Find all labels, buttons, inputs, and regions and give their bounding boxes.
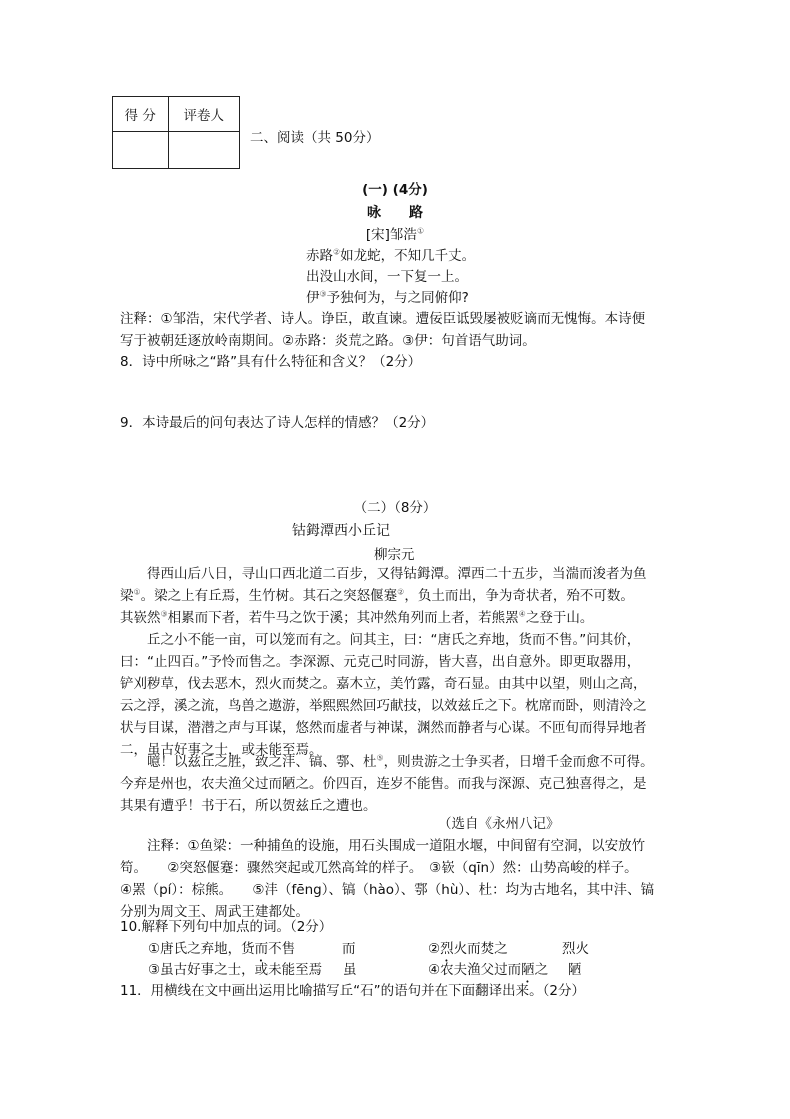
q10-item [148, 958, 322, 978]
paragraph-line [120, 772, 647, 792]
paragraph-line [120, 794, 377, 814]
poem-line [306, 286, 469, 306]
score-label: 得 分 [113, 97, 169, 132]
grader-label: 评卷人 [168, 97, 239, 132]
q10-dotted-word: 烈 [440, 941, 454, 957]
note-line: 笱。 ②突怒偃蹇：骤然突起或兀然高耸的样子。 ③嵚（qīn）然：山势高峻的样子。 [120, 860, 638, 876]
poem-line-text: 出没山水间，一下复一上。 [306, 269, 468, 285]
paragraph-line [120, 750, 654, 770]
poem-line-text: 伊 [306, 290, 320, 306]
q10-num: ③ [148, 962, 161, 978]
paragraph-line [120, 606, 593, 626]
note-mark: ③ [160, 609, 168, 619]
essay-source: （选自《永州八记》 [438, 816, 560, 832]
note-line: ④罴（pí）：棕熊。 ⑤沣（fēng）、镐（hào）、鄠（hù）、杜：均为古地名，其中沣、镐 [120, 882, 655, 898]
q10-word: 陋 [568, 962, 582, 978]
note-mark: ② [397, 587, 405, 597]
q10-word: 虽 [343, 962, 357, 978]
q10-num: ② [428, 941, 441, 957]
q10-num: ① [148, 941, 161, 957]
note-mark: ② [333, 247, 341, 257]
q10-dotted-word: 陋 [521, 962, 535, 978]
essay-title: 钴鉧潭西小丘记 [292, 523, 390, 539]
score-table [112, 96, 240, 169]
q10-dotted-word: 而 [254, 941, 269, 957]
note-mark: ④ [518, 609, 526, 619]
poem-note-line-2: 写于被朝廷逐放岭南期间。②赤路：炎荒之路。③伊：句首语气助词。 [120, 333, 536, 349]
paragraph-line [120, 584, 634, 604]
poem-line-text: 如龙蛇，不知几千丈。 [340, 248, 476, 264]
q10-num: ④ [428, 962, 441, 978]
paragraph-line [120, 562, 647, 582]
text-segment: 得西山后八日，寻山口西北道二百步，又得钴鉧潭。潭西二十五步，当湍而浚者为鱼 [120, 566, 647, 582]
paragraph-line: 丘之小不能一亩，可以笼而有之。问其主，曰：“唐氏之弃地，货而不售。”问其价， [120, 632, 641, 648]
grader-cell[interactable] [168, 132, 239, 169]
note-line: 注释：①鱼梁：一种捕鱼的设施，用石头围成一道阻水堰，中间留有空洞，以安放竹 [120, 838, 646, 854]
q10-text: 之 [534, 962, 549, 978]
text-segment: 其果有遭乎！书于石，所以贺兹丘之遭也。 [120, 798, 377, 814]
text-segment: 。梁之上有丘焉，生竹树。其石之突怒偃蹇 [140, 588, 398, 604]
note-mark: ③ [319, 289, 327, 299]
poem-author: [宋]邹浩① [365, 226, 425, 243]
poem-line-text: 予独何为，与之同俯仰? [326, 290, 469, 306]
poem-line-text: 赤路 [306, 248, 333, 264]
paragraph-line: 曰：“止四百。”予怜而售之。李深源、元克己时同游，皆大喜，出自意外。即更取器用， [120, 654, 641, 670]
paragraph-line: 二，虽古好事之士，或未能至焉。 [120, 742, 323, 758]
text-segment: 之登于山。 [525, 610, 594, 626]
q10-text: 火而焚之 [453, 941, 508, 957]
poem-title: 咏 路 [367, 205, 423, 221]
essay-author: 柳宗元 [374, 547, 415, 563]
text-segment: 梁 [120, 588, 134, 604]
question-8: 8．诗中所咏之“路”具有什么特征和含义？（2分） [120, 354, 422, 370]
q10-text: 农夫渔父过而 [440, 962, 522, 978]
q10-text: 唐氏之弃地，货 [160, 941, 255, 957]
question-9: 9．本诗最后的问句表达了诗人怎样的情感？（2分） [120, 415, 435, 431]
score-cell[interactable] [113, 132, 169, 169]
note-line: 分别为周文王、周武王建都处。 [120, 904, 309, 920]
paragraph-line: 云之浮，溪之流，鸟兽之遨游，举熙熙然回巧献技，以效兹丘之下。枕席而卧，则清泠之 [120, 698, 647, 714]
question-11: 11．用横线在文中画出运用比喻描写丘“石”的语句并在下面翻译出来。（2分） [120, 983, 586, 999]
note-mark: ⑤ [376, 753, 384, 763]
question-10: 10.解释下列句中加点的词。（2分） [120, 919, 333, 935]
part2-heading: （二）（8分） [353, 500, 437, 516]
section-title: 二、阅读（共 50分） [250, 130, 380, 146]
q10-text: 不售 [268, 941, 296, 957]
text-segment: ，负土而出，争为奇状者，殆不可数。 [404, 588, 634, 604]
poem-line [306, 265, 468, 285]
text-segment: 今弃是州也，农夫渔父过而陋之。价四百，连岁不能售。而我与深源、克己独喜得之，是 [120, 776, 647, 792]
paragraph-line: 状与目谋，潜潜之声与耳谋，悠然而虚者与神谋，渊然而静者与心谋。不匝旬而得异地者 [120, 720, 647, 736]
text-segment: 其嵚然 [120, 610, 161, 626]
text-segment: 相累而下者，若牛马之饮于溪；其冲然角列而上者，若熊罴 [167, 610, 519, 626]
paragraph-line: 铲刈秽草，伐去恶木，烈火而焚之。嘉木立，美竹露，奇石显。由其中以望，则山之高， [120, 676, 647, 692]
part1-heading: (一) (4分) [362, 182, 428, 198]
poem-note-line-1: 注释：①邹浩，宋代学者、诗人。诤臣，敢直谏。遭佞臣诋毁屡被贬谪而无愧悔。本诗便 [120, 311, 646, 327]
q10-word: 烈火 [562, 941, 589, 957]
note-mark: ① [133, 587, 141, 597]
q10-word: 而 [342, 941, 356, 957]
text-segment: 噫！以兹丘之胜，致之沣、镐、鄠、杜 [120, 754, 377, 770]
poem-line [306, 244, 475, 264]
text-segment: ，则贵游之士争买者，日增千金而愈不可得。 [383, 754, 654, 770]
q10-text: 虽古好事之士，或未能至焉 [160, 962, 323, 978]
